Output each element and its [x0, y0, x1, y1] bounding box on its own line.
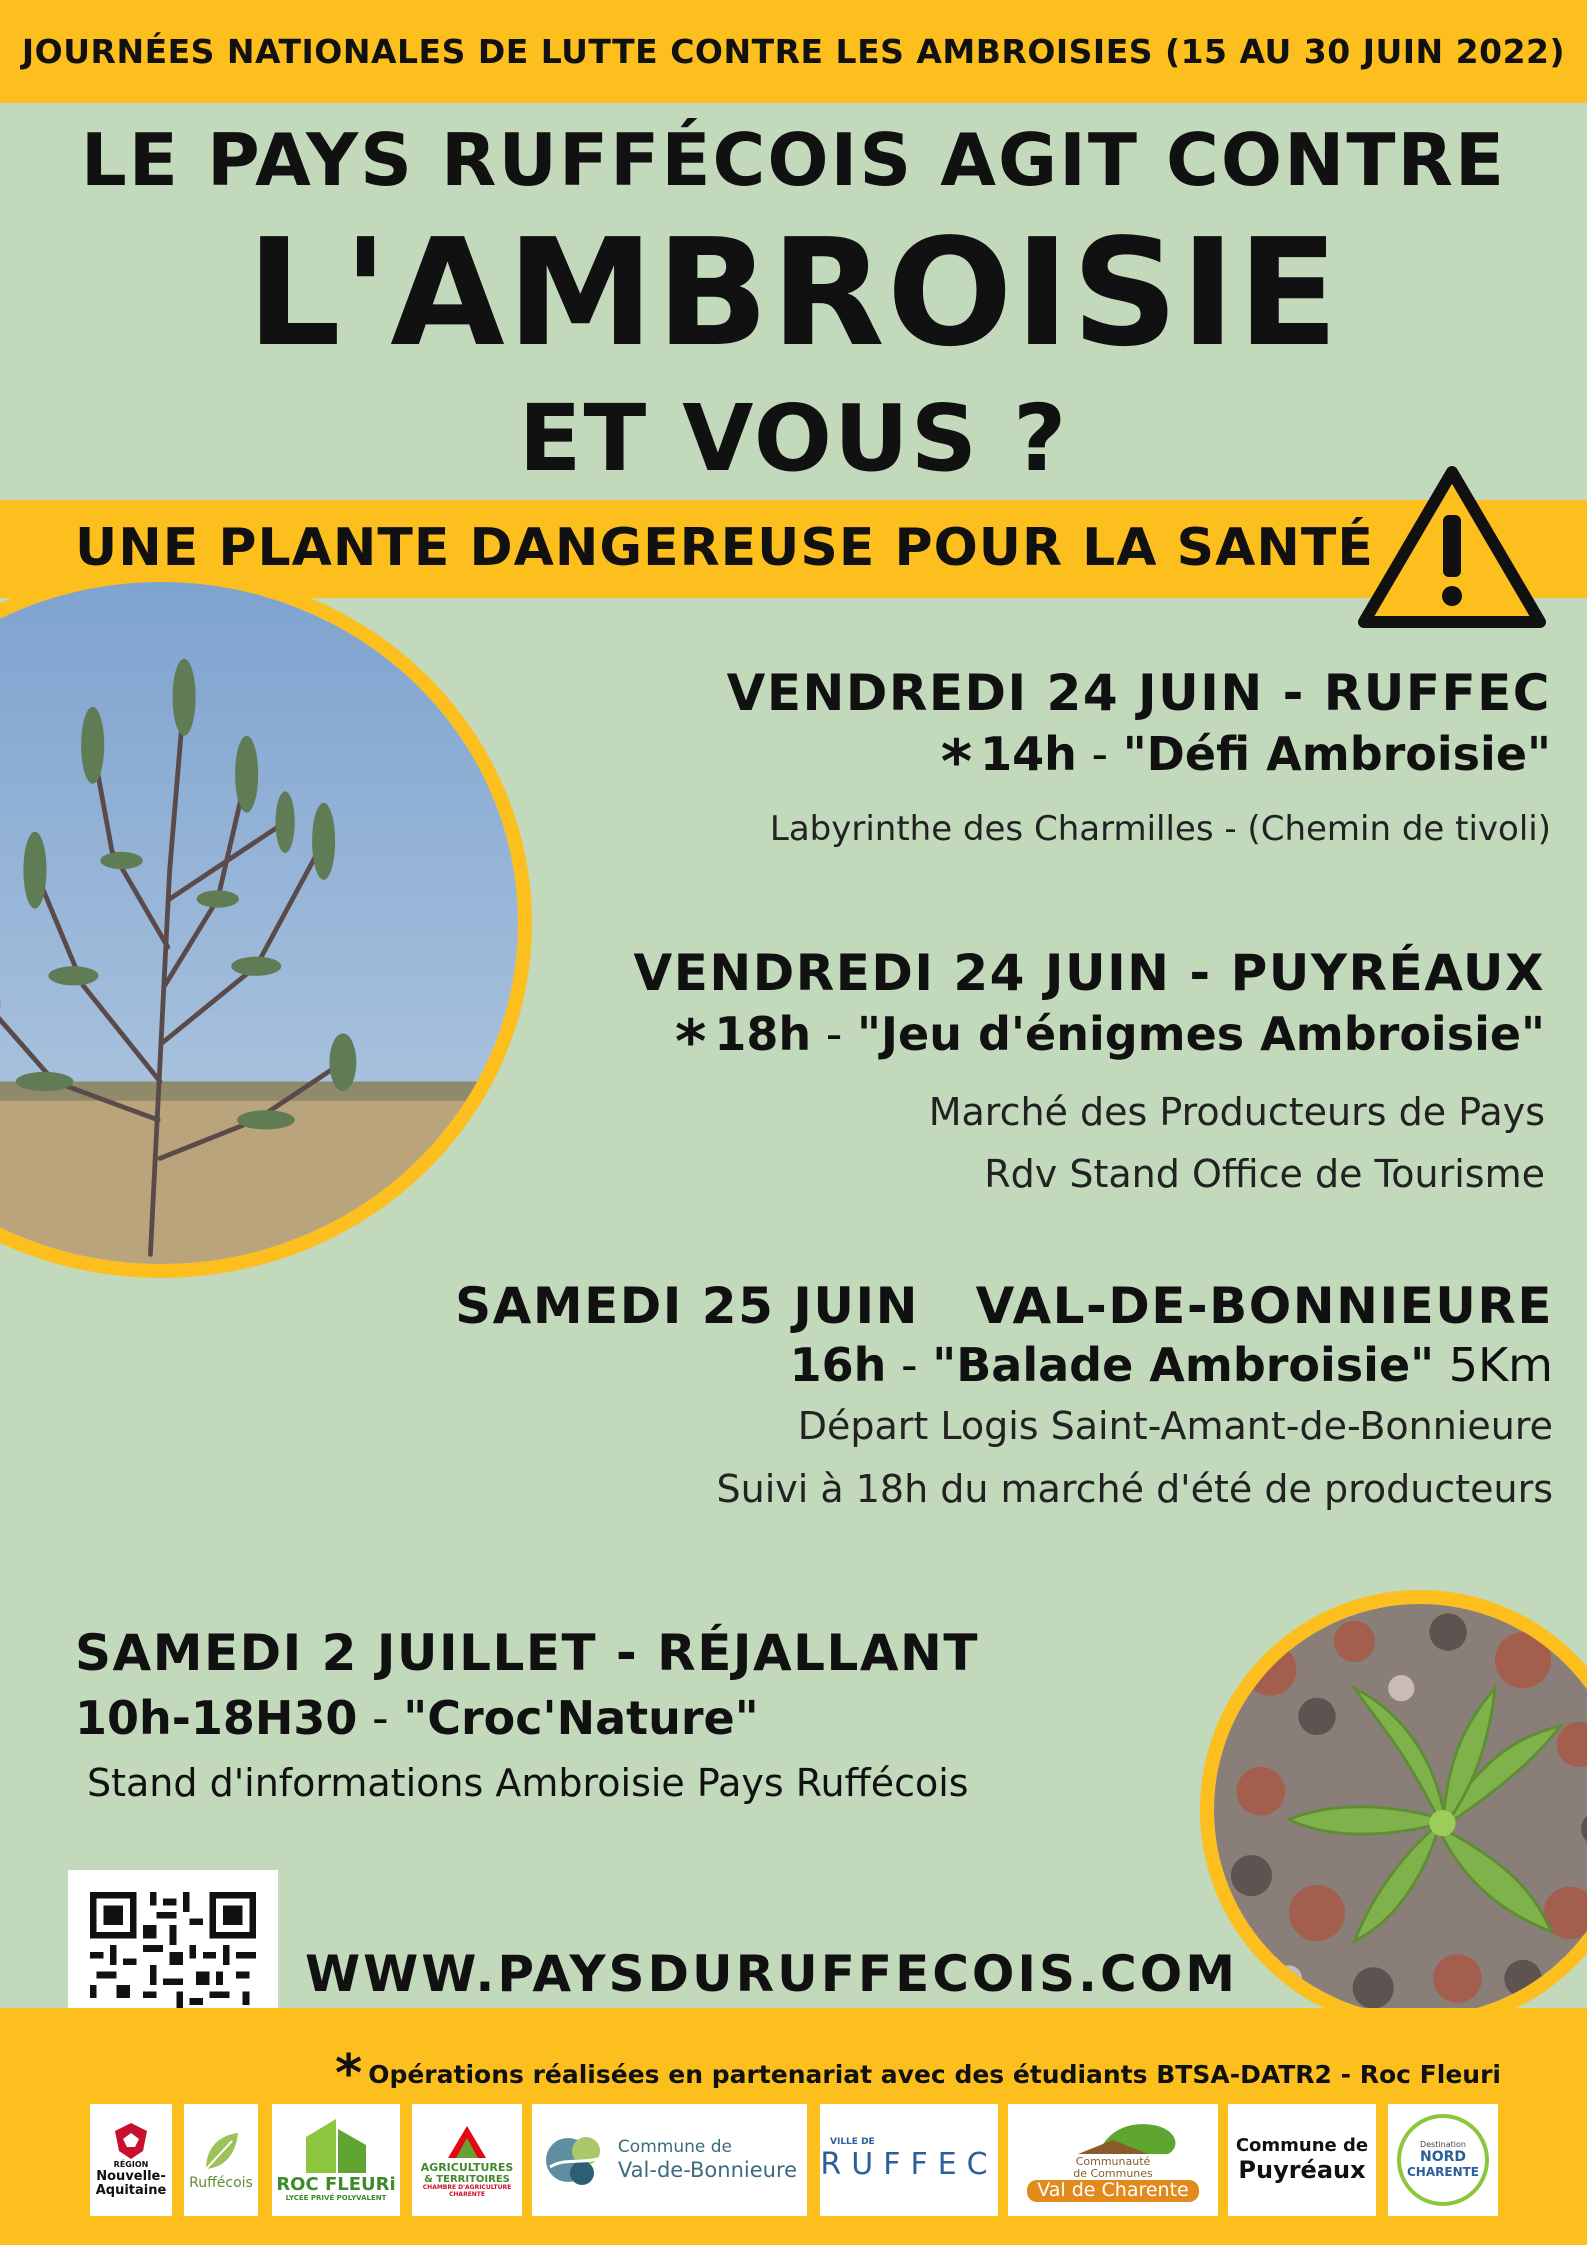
- event-rejallant: [75, 1625, 979, 1813]
- commune-val-de-bonnieure-logo: Commune de Val-de-Bonnieure: [532, 2104, 807, 2216]
- event-schedule: [455, 1336, 1553, 1396]
- cc-val-de-charente-logo: Communauté de Communes Val de Charente: [1008, 2104, 1218, 2216]
- event-separator: -: [1076, 726, 1123, 781]
- event-distance: 5Km: [1434, 1337, 1553, 1392]
- roc-fleuri-emblem-icon: [296, 2117, 376, 2175]
- val-de-charente-emblem-icon: [1038, 2118, 1188, 2156]
- region-emblem-icon: [111, 2121, 151, 2161]
- event-title: SAMEDI 2 JUILLET - RÉJALLANT: [75, 1624, 980, 1682]
- roc-fleuri-logo: ROC FLEURi LYCÉE PRIVÉ POLYVALENT: [272, 2104, 400, 2216]
- headline-question: ET VOUS ?: [518, 385, 1069, 492]
- event-time: 14h: [980, 726, 1077, 781]
- destination-badge: Destination NORD CHARENTE: [1397, 2114, 1489, 2206]
- ambroisie-seedling-photo: [1200, 1590, 1587, 2030]
- event-title: VENDREDI 24 JUIN - PUYRÉAUX: [633, 944, 1545, 1002]
- asterisk-icon: *: [674, 1006, 707, 1077]
- warning-text: UNE PLANTE DANGEREUSE POUR LA SANTÉ: [75, 518, 1374, 578]
- partner-logos: [0, 2104, 1587, 2219]
- commune-de-puyreaux-logo: Commune de Puyréaux: [1228, 2104, 1376, 2216]
- event-title: VENDREDI 24 JUIN - RUFFEC: [726, 664, 1551, 722]
- event-location: Stand d'informations Ambroisie Pays Ruffécois: [87, 1760, 969, 1805]
- event-location-detail: Rdv Stand Office de Tourisme: [984, 1152, 1545, 1197]
- agriculture-emblem-icon: [444, 2122, 490, 2162]
- event-name: "Balade Ambroisie": [932, 1337, 1435, 1392]
- event-schedule: [727, 723, 1551, 801]
- event-separator: -: [357, 1690, 404, 1745]
- partner-note-text: Opérations réalisées en partenariat avec des étudiants BTSA-DATR2 - Roc Fleuri: [368, 2059, 1501, 2089]
- region-nouvelle-aquitaine-logo: RÉGION Nouvelle- Aquitaine: [90, 2104, 172, 2216]
- event-separator: -: [811, 1006, 857, 1061]
- event-name: "Jeu d'énigmes Ambroisie": [856, 1006, 1545, 1061]
- event-location: Labyrinthe des Charmilles - (Chemin de tivoli): [769, 808, 1551, 849]
- event-location: Marché des Producteurs de Pays: [928, 1089, 1545, 1134]
- partner-note: [335, 2044, 1501, 2104]
- event-location-detail: Suivi à 18h du marché d'été de producteurs: [716, 1466, 1553, 1511]
- top-banner-text: JOURNÉES NATIONALES DE LUTTE CONTRE LES AMBROISIES (15 AU 30 JUIN 2022): [21, 32, 1566, 71]
- event-time: 18h: [714, 1006, 812, 1061]
- warning-triangle-icon: [1352, 460, 1552, 635]
- ruffecois-pays-des-jardins-logo: Ruffécois: [184, 2104, 258, 2216]
- event-ruffec: [727, 665, 1551, 857]
- chambre-agriculture-charente-logo: AGRICULTURES & TERRITOIRES CHAMBRE D'AGRICULTURE CHARENTE: [412, 2104, 522, 2216]
- website-url[interactable]: WWW.PAYSDURUFFECOIS.COM: [305, 1945, 1238, 2003]
- ville-de-ruffec-logo: VILLE DE RUFFEC: [820, 2104, 998, 2216]
- event-title: SAMEDI 25 JUIN VAL-DE-BONNIEURE: [455, 1277, 1553, 1335]
- asterisk-icon: *: [940, 726, 973, 797]
- event-name: "Défi Ambroisie": [1122, 726, 1551, 781]
- ambroisie-plant-photo: [0, 568, 532, 1278]
- val-de-bonnieure-emblem-icon: [542, 2127, 612, 2193]
- event-schedule: [75, 1683, 979, 1754]
- event-time: 10h-18H30: [75, 1690, 358, 1745]
- destination-nord-charente-logo: [1388, 2104, 1498, 2216]
- event-location: Départ Logis Saint-Amant-de-Bonnieure: [797, 1404, 1553, 1449]
- event-time: 16h: [789, 1337, 887, 1392]
- headline-main: L'AMBROISIE: [246, 207, 1341, 379]
- event-name: "Croc'Nature": [403, 1690, 759, 1745]
- asterisk-icon: *: [335, 2044, 363, 2104]
- event-val-de-bonnieure: [455, 1278, 1553, 1521]
- event-puyreaux: [634, 945, 1546, 1206]
- headline-line1: LE PAYS RUFFÉCOIS AGIT CONTRE: [80, 118, 1507, 202]
- event-separator: -: [886, 1337, 933, 1392]
- leaf-icon: [198, 2129, 244, 2175]
- event-schedule: [634, 1003, 1546, 1081]
- top-banner: [0, 0, 1587, 103]
